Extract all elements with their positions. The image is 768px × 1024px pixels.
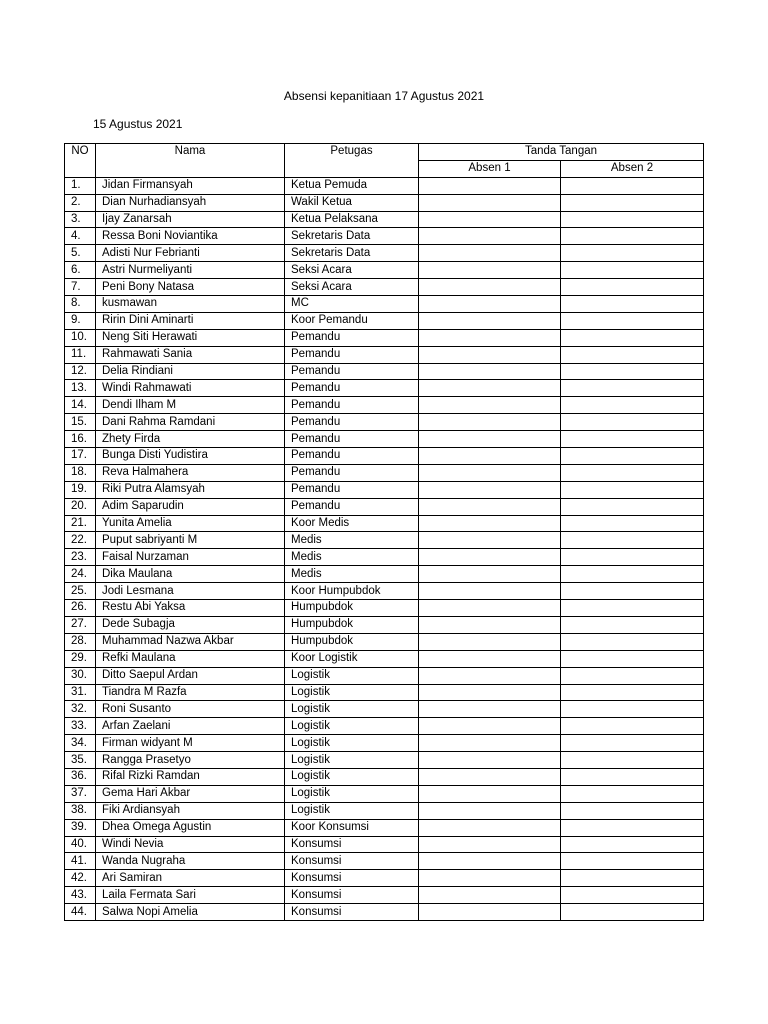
signature-cell-absen-1 <box>419 211 561 228</box>
row-name: Neng Siti Herawati <box>96 329 285 346</box>
document-title: Absensi kepanitiaan 17 Agustus 2021 <box>283 89 485 103</box>
row-role: Koor Konsumsi <box>285 819 419 836</box>
row-number: 38. <box>65 802 96 819</box>
signature-cell-absen-2 <box>561 887 704 904</box>
table-row <box>65 346 704 363</box>
table-row <box>65 464 704 481</box>
row-role: Logistik <box>285 718 419 735</box>
signature-cell-absen-1 <box>419 464 561 481</box>
row-number: 37. <box>65 785 96 802</box>
row-number: 4. <box>65 228 96 245</box>
row-role: Konsumsi <box>285 887 419 904</box>
signature-cell-absen-1 <box>419 177 561 194</box>
row-name: Puput sabriyanti M <box>96 532 285 549</box>
table-row <box>65 380 704 397</box>
signature-cell-absen-1 <box>419 312 561 329</box>
row-name: Ari Samiran <box>96 870 285 887</box>
table-row <box>65 836 704 853</box>
signature-cell-absen-2 <box>561 431 704 448</box>
header-tanda-tangan: Tanda Tangan <box>419 144 704 161</box>
row-role: Koor Humpubdok <box>285 583 419 600</box>
row-role: Logistik <box>285 785 419 802</box>
signature-cell-absen-2 <box>561 600 704 617</box>
row-number: 39. <box>65 819 96 836</box>
signature-cell-absen-1 <box>419 870 561 887</box>
row-role: Humpubdok <box>285 616 419 633</box>
row-name: Windi Nevia <box>96 836 285 853</box>
row-number: 11. <box>65 346 96 363</box>
signature-cell-absen-1 <box>419 498 561 515</box>
row-number: 19. <box>65 481 96 498</box>
table-row <box>65 515 704 532</box>
row-role: Koor Logistik <box>285 650 419 667</box>
row-name: Jidan Firmansyah <box>96 177 285 194</box>
row-role: Konsumsi <box>285 904 419 921</box>
row-number: 43. <box>65 887 96 904</box>
signature-cell-absen-2 <box>561 481 704 498</box>
signature-cell-absen-2 <box>561 515 704 532</box>
table-row <box>65 616 704 633</box>
row-number: 21. <box>65 515 96 532</box>
signature-cell-absen-1 <box>419 650 561 667</box>
signature-cell-absen-2 <box>561 380 704 397</box>
row-number: 17. <box>65 448 96 465</box>
row-name: Rangga Prasetyo <box>96 752 285 769</box>
row-number: 42. <box>65 870 96 887</box>
table-row <box>65 279 704 296</box>
row-number: 1. <box>65 177 96 194</box>
signature-cell-absen-2 <box>561 566 704 583</box>
signature-cell-absen-1 <box>419 819 561 836</box>
row-name: Yunita Amelia <box>96 515 285 532</box>
row-name: Dhea Omega Agustin <box>96 819 285 836</box>
table-row <box>65 904 704 921</box>
row-role: Pemandu <box>285 346 419 363</box>
table-row <box>65 329 704 346</box>
row-name: Adim Saparudin <box>96 498 285 515</box>
signature-cell-absen-2 <box>561 667 704 684</box>
signature-cell-absen-2 <box>561 228 704 245</box>
row-role: Logistik <box>285 701 419 718</box>
row-role: Koor Medis <box>285 515 419 532</box>
signature-cell-absen-1 <box>419 887 561 904</box>
row-role: Logistik <box>285 768 419 785</box>
signature-cell-absen-1 <box>419 532 561 549</box>
row-number: 44. <box>65 904 96 921</box>
row-name: Faisal Nurzaman <box>96 549 285 566</box>
row-name: Ririn Dini Aminarti <box>96 312 285 329</box>
header-absen-2: Absen 2 <box>561 160 704 177</box>
signature-cell-absen-2 <box>561 853 704 870</box>
signature-cell-absen-2 <box>561 785 704 802</box>
table-row <box>65 633 704 650</box>
signature-cell-absen-1 <box>419 296 561 313</box>
row-name: Reva Halmahera <box>96 464 285 481</box>
row-number: 12. <box>65 363 96 380</box>
signature-cell-absen-1 <box>419 549 561 566</box>
row-number: 35. <box>65 752 96 769</box>
row-name: Dika Maulana <box>96 566 285 583</box>
row-number: 7. <box>65 279 96 296</box>
signature-cell-absen-1 <box>419 752 561 769</box>
table-row <box>65 245 704 262</box>
signature-cell-absen-2 <box>561 752 704 769</box>
row-number: 2. <box>65 194 96 211</box>
table-row <box>65 802 704 819</box>
table-row <box>65 532 704 549</box>
signature-cell-absen-1 <box>419 515 561 532</box>
row-name: Roni Susanto <box>96 701 285 718</box>
signature-cell-absen-2 <box>561 245 704 262</box>
row-role: Pemandu <box>285 498 419 515</box>
signature-cell-absen-1 <box>419 194 561 211</box>
row-role: Logistik <box>285 684 419 701</box>
table-row <box>65 211 704 228</box>
row-name: Peni Bony Natasa <box>96 279 285 296</box>
row-name: Zhety Firda <box>96 431 285 448</box>
signature-cell-absen-2 <box>561 616 704 633</box>
signature-cell-absen-2 <box>561 414 704 431</box>
row-role: Pemandu <box>285 431 419 448</box>
signature-cell-absen-2 <box>561 904 704 921</box>
row-name: Laila Fermata Sari <box>96 887 285 904</box>
row-number: 24. <box>65 566 96 583</box>
row-number: 6. <box>65 262 96 279</box>
signature-cell-absen-2 <box>561 498 704 515</box>
row-name: Riki Putra Alamsyah <box>96 481 285 498</box>
signature-cell-absen-2 <box>561 684 704 701</box>
table-row <box>65 768 704 785</box>
row-role: Pemandu <box>285 380 419 397</box>
row-role: Pemandu <box>285 448 419 465</box>
signature-cell-absen-2 <box>561 329 704 346</box>
signature-cell-absen-2 <box>561 870 704 887</box>
table-row <box>65 431 704 448</box>
row-number: 25. <box>65 583 96 600</box>
signature-cell-absen-2 <box>561 262 704 279</box>
row-role: Seksi Acara <box>285 262 419 279</box>
row-role: Medis <box>285 566 419 583</box>
row-role: Medis <box>285 549 419 566</box>
row-role: Sekretaris Data <box>285 228 419 245</box>
row-number: 40. <box>65 836 96 853</box>
row-number: 26. <box>65 600 96 617</box>
row-role: Logistik <box>285 667 419 684</box>
signature-cell-absen-1 <box>419 853 561 870</box>
row-number: 5. <box>65 245 96 262</box>
row-role: Pemandu <box>285 414 419 431</box>
signature-cell-absen-2 <box>561 194 704 211</box>
row-role: Medis <box>285 532 419 549</box>
row-role: Ketua Pemuda <box>285 177 419 194</box>
row-number: 9. <box>65 312 96 329</box>
document-date: 15 Agustus 2021 <box>93 117 183 131</box>
signature-cell-absen-2 <box>561 650 704 667</box>
signature-cell-absen-2 <box>561 819 704 836</box>
signature-cell-absen-1 <box>419 566 561 583</box>
table-row <box>65 414 704 431</box>
row-name: Dian Nurhadiansyah <box>96 194 285 211</box>
table-row <box>65 667 704 684</box>
table-row <box>65 363 704 380</box>
signature-cell-absen-1 <box>419 228 561 245</box>
header-nama: Nama <box>96 144 285 178</box>
row-name: Windi Rahmawati <box>96 380 285 397</box>
row-role: Logistik <box>285 752 419 769</box>
signature-cell-absen-1 <box>419 448 561 465</box>
table-row <box>65 312 704 329</box>
table-row <box>65 194 704 211</box>
row-role: Logistik <box>285 735 419 752</box>
row-name: Adisti Nur Febrianti <box>96 245 285 262</box>
table-row <box>65 498 704 515</box>
signature-cell-absen-1 <box>419 785 561 802</box>
signature-cell-absen-1 <box>419 718 561 735</box>
table-row <box>65 684 704 701</box>
table-row <box>65 583 704 600</box>
table-row <box>65 397 704 414</box>
row-role: Konsumsi <box>285 870 419 887</box>
row-role: Logistik <box>285 802 419 819</box>
signature-cell-absen-1 <box>419 836 561 853</box>
signature-cell-absen-2 <box>561 633 704 650</box>
signature-cell-absen-2 <box>561 363 704 380</box>
row-number: 22. <box>65 532 96 549</box>
table-row <box>65 600 704 617</box>
row-role: MC <box>285 296 419 313</box>
row-number: 10. <box>65 329 96 346</box>
header-row <box>65 144 704 161</box>
row-number: 28. <box>65 633 96 650</box>
row-role: Pemandu <box>285 481 419 498</box>
row-name: Jodi Lesmana <box>96 583 285 600</box>
signature-cell-absen-2 <box>561 279 704 296</box>
table-row <box>65 853 704 870</box>
row-number: 27. <box>65 616 96 633</box>
table-row <box>65 785 704 802</box>
signature-cell-absen-2 <box>561 346 704 363</box>
table-row <box>65 296 704 313</box>
table-row <box>65 481 704 498</box>
row-name: Refki Maulana <box>96 650 285 667</box>
signature-cell-absen-2 <box>561 448 704 465</box>
signature-cell-absen-1 <box>419 583 561 600</box>
signature-cell-absen-1 <box>419 667 561 684</box>
signature-cell-absen-1 <box>419 279 561 296</box>
signature-cell-absen-1 <box>419 684 561 701</box>
row-number: 13. <box>65 380 96 397</box>
row-name: Ditto Saepul Ardan <box>96 667 285 684</box>
row-role: Konsumsi <box>285 836 419 853</box>
signature-cell-absen-2 <box>561 549 704 566</box>
attendance-table <box>64 143 704 921</box>
signature-cell-absen-2 <box>561 532 704 549</box>
signature-cell-absen-2 <box>561 312 704 329</box>
row-number: 20. <box>65 498 96 515</box>
signature-cell-absen-2 <box>561 768 704 785</box>
table-row <box>65 701 704 718</box>
signature-cell-absen-1 <box>419 245 561 262</box>
signature-cell-absen-1 <box>419 616 561 633</box>
signature-cell-absen-1 <box>419 397 561 414</box>
signature-cell-absen-1 <box>419 735 561 752</box>
signature-cell-absen-1 <box>419 633 561 650</box>
signature-cell-absen-1 <box>419 481 561 498</box>
table-row <box>65 549 704 566</box>
row-name: Restu Abi Yaksa <box>96 600 285 617</box>
signature-cell-absen-1 <box>419 768 561 785</box>
row-number: 31. <box>65 684 96 701</box>
signature-cell-absen-1 <box>419 262 561 279</box>
header-absen-1: Absen 1 <box>419 160 561 177</box>
row-role: Pemandu <box>285 464 419 481</box>
row-role: Pemandu <box>285 329 419 346</box>
table-row <box>65 228 704 245</box>
table-row <box>65 870 704 887</box>
signature-cell-absen-2 <box>561 177 704 194</box>
signature-cell-absen-2 <box>561 296 704 313</box>
signature-cell-absen-2 <box>561 583 704 600</box>
row-name: Ijay Zanarsah <box>96 211 285 228</box>
table-row <box>65 887 704 904</box>
row-number: 3. <box>65 211 96 228</box>
row-number: 18. <box>65 464 96 481</box>
row-name: Dede Subagja <box>96 616 285 633</box>
row-name: Muhammad Nazwa Akbar <box>96 633 285 650</box>
table-row <box>65 735 704 752</box>
table-row <box>65 752 704 769</box>
table-row <box>65 448 704 465</box>
row-role: Ketua Pelaksana <box>285 211 419 228</box>
signature-cell-absen-1 <box>419 600 561 617</box>
signature-cell-absen-1 <box>419 701 561 718</box>
row-name: Rahmawati Sania <box>96 346 285 363</box>
signature-cell-absen-1 <box>419 380 561 397</box>
row-name: Firman widyant M <box>96 735 285 752</box>
row-name: Ressa Boni Noviantika <box>96 228 285 245</box>
table-row <box>65 262 704 279</box>
signature-cell-absen-2 <box>561 802 704 819</box>
table-row <box>65 566 704 583</box>
row-name: Dani Rahma Ramdani <box>96 414 285 431</box>
row-name: Delia Rindiani <box>96 363 285 380</box>
signature-cell-absen-1 <box>419 414 561 431</box>
signature-cell-absen-1 <box>419 802 561 819</box>
row-role: Humpubdok <box>285 633 419 650</box>
row-number: 14. <box>65 397 96 414</box>
row-role: Pemandu <box>285 363 419 380</box>
row-number: 30. <box>65 667 96 684</box>
row-name: Wanda Nugraha <box>96 853 285 870</box>
row-number: 16. <box>65 431 96 448</box>
signature-cell-absen-2 <box>561 397 704 414</box>
row-role: Koor Pemandu <box>285 312 419 329</box>
row-name: Dendi Ilham M <box>96 397 285 414</box>
row-name: Rifal Rizki Ramdan <box>96 768 285 785</box>
signature-cell-absen-2 <box>561 701 704 718</box>
row-name: Astri Nurmeliyanti <box>96 262 285 279</box>
table-row <box>65 718 704 735</box>
row-role: Seksi Acara <box>285 279 419 296</box>
row-name: Bunga Disti Yudistira <box>96 448 285 465</box>
signature-cell-absen-2 <box>561 718 704 735</box>
row-number: 32. <box>65 701 96 718</box>
signature-cell-absen-1 <box>419 329 561 346</box>
row-name: Gema Hari Akbar <box>96 785 285 802</box>
row-role: Humpubdok <box>285 600 419 617</box>
row-role: Sekretaris Data <box>285 245 419 262</box>
row-number: 33. <box>65 718 96 735</box>
row-number: 23. <box>65 549 96 566</box>
row-number: 36. <box>65 768 96 785</box>
table-body <box>65 177 704 920</box>
row-number: 34. <box>65 735 96 752</box>
row-role: Pemandu <box>285 397 419 414</box>
signature-cell-absen-2 <box>561 735 704 752</box>
row-number: 29. <box>65 650 96 667</box>
row-name: Arfan Zaelani <box>96 718 285 735</box>
row-role: Konsumsi <box>285 853 419 870</box>
signature-cell-absen-2 <box>561 211 704 228</box>
signature-cell-absen-1 <box>419 431 561 448</box>
row-number: 41. <box>65 853 96 870</box>
header-petugas: Petugas <box>285 144 419 178</box>
signature-cell-absen-2 <box>561 836 704 853</box>
row-number: 8. <box>65 296 96 313</box>
table-row <box>65 177 704 194</box>
signature-cell-absen-2 <box>561 464 704 481</box>
header-no: NO <box>65 144 96 178</box>
row-name: kusmawan <box>96 296 285 313</box>
row-name: Fiki Ardiansyah <box>96 802 285 819</box>
table-row <box>65 819 704 836</box>
row-name: Tiandra M Razfa <box>96 684 285 701</box>
row-name: Salwa Nopi Amelia <box>96 904 285 921</box>
row-number: 15. <box>65 414 96 431</box>
signature-cell-absen-1 <box>419 363 561 380</box>
table-row <box>65 650 704 667</box>
row-role: Wakil Ketua <box>285 194 419 211</box>
signature-cell-absen-1 <box>419 346 561 363</box>
signature-cell-absen-1 <box>419 904 561 921</box>
